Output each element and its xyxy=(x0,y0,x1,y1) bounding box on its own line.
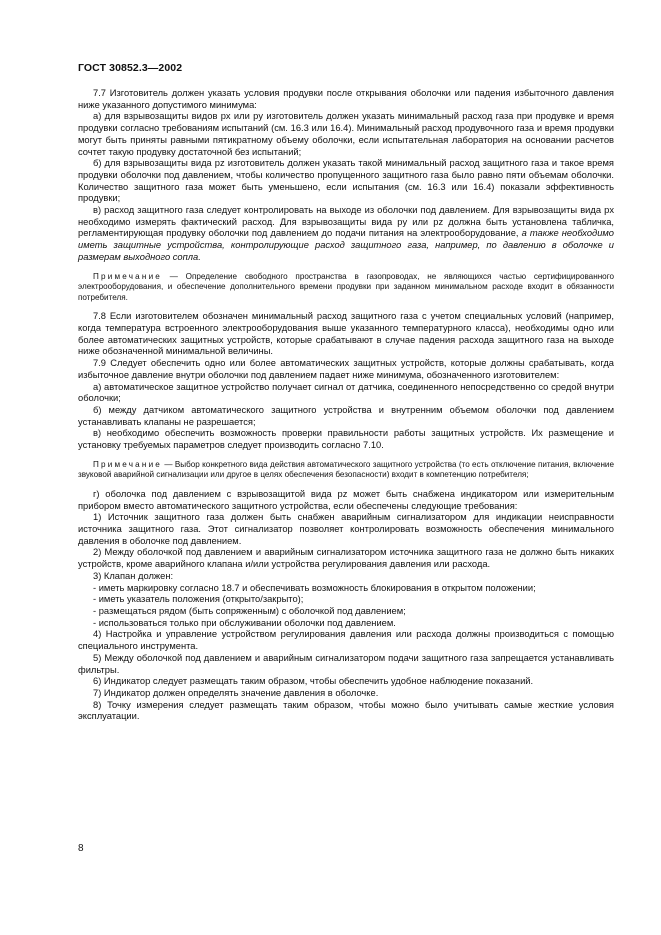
document-header: ГОСТ 30852.3—2002 xyxy=(78,62,183,74)
paragraph-text: б) между датчиком автоматического защитного устройства и внутренним объемом оболочки под давлением устанавливать клапаны не разрешается; xyxy=(78,404,614,427)
paragraph-text: в) необходимо обеспечить возможность проверки правильности работы защитных устройств. Их размещение и установку требуемых параметров следует производить согласно 7.10. xyxy=(78,428,614,451)
body-paragraph xyxy=(78,547,614,570)
paragraph-text: 7.9 Следует обеспечить одно или более автоматических защитных устройств, которые должны срабатывать, когда избыточное давление внутри оболочки под давлением падает ниже минимума, обозначенного изготовителем: xyxy=(78,358,614,380)
paragraph-text: б) для взрывозащиты вида pz изготовитель должен указать такой минимальный расход защитного газа и такое время продувки оболочки под давлением, чтобы количество пропущенного защитного газа было равно пяти объемам оболочки. Количество защитного газа может быть уменьшено, если испытания (см. 16.3 или 16.4) показали эффективность продувки; xyxy=(78,158,614,204)
paragraph-text: г) оболочка под давлением с взрывозащитой вида pz может быть снабжена индикатором или измерительным прибором вместо автоматического защитного устройства, если обеспечены следующие требования: xyxy=(78,488,614,511)
document-body xyxy=(78,88,614,723)
body-paragraph xyxy=(78,489,614,512)
spacer xyxy=(78,303,614,311)
body-paragraph xyxy=(78,405,614,428)
paragraph-text: 2) Между оболочкой под давлением и аварийным сигнализатором источника защитного газа не должно быть никаких устройств, кроме аварийного клапана и/или устройства регулирования давления или расхода. xyxy=(78,547,614,570)
paragraph-text: 7.7 Изготовитель должен указать условия продувки после открывания оболочки или падения избыточного давления ниже указанного допустимого минимума: xyxy=(78,88,614,110)
body-paragraph xyxy=(78,700,614,723)
spacer xyxy=(78,452,614,460)
list-item xyxy=(78,583,614,595)
body-paragraph xyxy=(78,111,614,158)
note-paragraph xyxy=(78,272,614,304)
body-paragraph xyxy=(78,676,614,688)
paragraph-text: 7.8 Если изготовителем обозначен минимальный расход защитного газа с учетом специальных условий (например, когда температура встроенного электрооборудования выше указанного температурного класса), необходимы одно или более автоматических защитных устройств, которые срабатывают в случае падения расхода защитного газа на выходе ниже обозначенной минимальной величины. xyxy=(78,311,614,357)
body-paragraph xyxy=(78,382,614,405)
list-item xyxy=(78,606,614,618)
spacer xyxy=(78,264,614,272)
list-item xyxy=(78,594,614,606)
note-paragraph xyxy=(78,460,614,481)
paragraph-text: 5) Между оболочкой под давлением и аварийным сигнализатором подачи защитного газа запрещается устанавливать фильтры. xyxy=(78,652,614,675)
paragraph-text: 1) Источник защитного газа должен быть снабжен аварийным сигнализатором для индикации неисправности источника защитного газа. Этот сигнализатор позволяет контролировать возможность обеспечения минимального давления в оболочке под давлением. xyxy=(78,512,614,546)
list-item xyxy=(78,618,614,630)
page-number: 8 xyxy=(78,843,84,854)
paragraph-text: 3) Клапан должен: xyxy=(93,570,174,581)
paragraph-text: 7) Индикатор должен определять значение давления в оболочке. xyxy=(93,687,379,698)
body-paragraph xyxy=(78,512,614,547)
body-paragraph xyxy=(78,653,614,676)
paragraph-text: а) для взрывозащиты видов px или py изготовитель должен указать минимальный расход газа при продувке и время продувки согласно требованиям испытаний (см. 16.3 или 16.4). Минимальный расход продувочного газа и время продувки могут быть приняты равными пятикратному объему оболочки, если испытательная лаборатория на основании расчетов сочтет такую продувку достаточной без испытаний; xyxy=(78,111,614,157)
paragraph-text: 6) Индикатор следует размещать таким образом, чтобы обеспечить удобное наблюдение показаний. xyxy=(93,676,534,687)
body-paragraph xyxy=(78,158,614,205)
body-paragraph xyxy=(78,688,614,700)
paragraph-text: а) автоматическое защитное устройство получает сигнал от датчика, соединенного непосредственно со средой внутри оболочки; xyxy=(78,381,614,404)
paragraph-italic-text: а также необходимо иметь защитные устройства, контролирующие расход защитного газа, например, по давлению в оболочке и размерам выходного сопла. xyxy=(78,228,614,262)
body-paragraph xyxy=(78,88,614,111)
paragraph-text: 8) Точку измерения следует размещать таким образом, чтобы можно было учитывать самые жесткие условия эксплуатации. xyxy=(78,699,614,722)
body-paragraph xyxy=(78,629,614,652)
body-paragraph xyxy=(78,205,614,264)
paragraph-text: - иметь указатель положения (открыто/закрыто); xyxy=(93,594,304,605)
paragraph-text: - размещаться рядом (быть сопряженным) с оболочкой под давлением; xyxy=(93,605,406,616)
body-paragraph xyxy=(78,428,614,451)
note-text: — Выбор конкретного вида действия автоматического защитного устройства (то есть отключение питания, включение звуковой аварийной сигнализации или другое в целях обеспечения безопасности) входит в компетенцию потребителя; xyxy=(78,459,614,480)
note-text: — Определение свободного пространства в газопроводах, не являющихся частью сертифицированного электрооборудования, и обеспечение дополнительного времени продувки при заданном минимальном расходе входит в обязанности потребителя. xyxy=(78,271,614,302)
note-label: Примечание xyxy=(93,271,163,281)
body-paragraph xyxy=(78,571,614,583)
note-label: Примечание xyxy=(93,459,163,469)
paragraph-text: - иметь маркировку согласно 18.7 и обеспечивать возможность блокирования в открытом положении; xyxy=(93,582,536,593)
paragraph-text: в) расход защитного газа следует контролировать на выходе из оболочки под давлением. Для взрывозащиты вида px необходимо измерять фактический расход. Для взрывозащиты вида py или pz должна быть установлена табличка, регламентирующая продувку оболочки под давлением до подачи питания на электрооборудование, xyxy=(78,205,614,239)
spacer xyxy=(78,481,614,489)
paragraph-text: - использоваться только при обслуживании оболочки под давлением. xyxy=(93,617,396,628)
body-paragraph xyxy=(78,358,614,381)
paragraph-text: 4) Настройка и управление устройством регулирования давления или расхода должны производиться с помощью специального инструмента. xyxy=(78,629,614,652)
body-paragraph xyxy=(78,311,614,358)
